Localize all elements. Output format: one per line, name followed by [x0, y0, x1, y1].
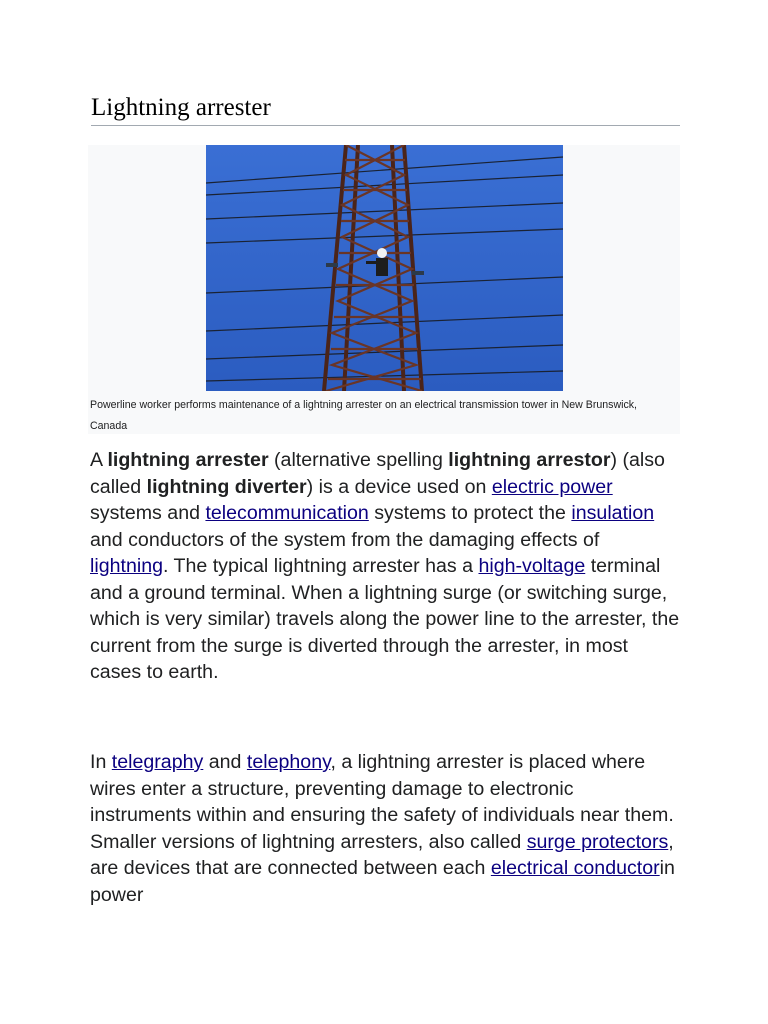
text: systems to protect the	[368, 502, 572, 524]
link-high-voltage[interactable]: high-voltage	[478, 555, 586, 577]
paragraph-2	[90, 749, 680, 908]
link-telecommunication[interactable]: telecommunication	[205, 502, 369, 524]
title-divider	[91, 125, 680, 126]
text: , a lightning arrester is placed where wires enter a structure, preventing damage to electronic instruments within and ensuring the safety of individuals near them. Smaller versions of lightning arresters, also called	[90, 751, 674, 853]
text: ) is a device used on	[306, 475, 492, 498]
bold-term: lightning arrester	[107, 449, 269, 471]
link-electrical-conductor[interactable]: electrical conductor	[490, 857, 660, 879]
link-telephony[interactable]: telephony	[246, 751, 331, 773]
link-surge-protectors[interactable]: surge protectors	[526, 830, 669, 853]
text: terminal and a ground terminal. When a lightning surge (or switching surge, which is very similar) travels along the power line to the arrester, the current from the surge is diverted through the arrester, in most cases to earth.	[90, 555, 680, 683]
figure	[88, 145, 680, 434]
page-title: Lightning arrester	[91, 94, 271, 121]
transmission-tower-photo[interactable]	[206, 145, 563, 391]
text: ) (also called	[90, 449, 665, 498]
link-telegraphy[interactable]: telegraphy	[111, 751, 204, 773]
text: , are devices that are connected between each	[90, 830, 674, 879]
text: systems and	[90, 502, 206, 524]
text: and conductors of the system from the damaging effects of	[90, 528, 600, 551]
figure-caption: Powerline worker performs maintenance of a lightning arrester on an electrical transmission tower in New Brunswick, Canada	[90, 399, 637, 432]
link-electric-power[interactable]: electric power	[491, 475, 613, 498]
bold-term: lightning diverter	[146, 475, 307, 498]
text: In	[90, 751, 112, 773]
text: A	[90, 449, 108, 471]
text: . The typical lightning arrester has a	[163, 555, 479, 577]
link-insulation[interactable]: insulation	[571, 502, 655, 524]
bold-term: lightning arrestor	[448, 449, 611, 471]
text: (alternative spelling	[268, 449, 449, 471]
text: in power	[90, 857, 675, 906]
paragraph-1	[90, 447, 680, 686]
link-lightning[interactable]: lightning	[90, 555, 163, 577]
text: and	[203, 751, 247, 773]
